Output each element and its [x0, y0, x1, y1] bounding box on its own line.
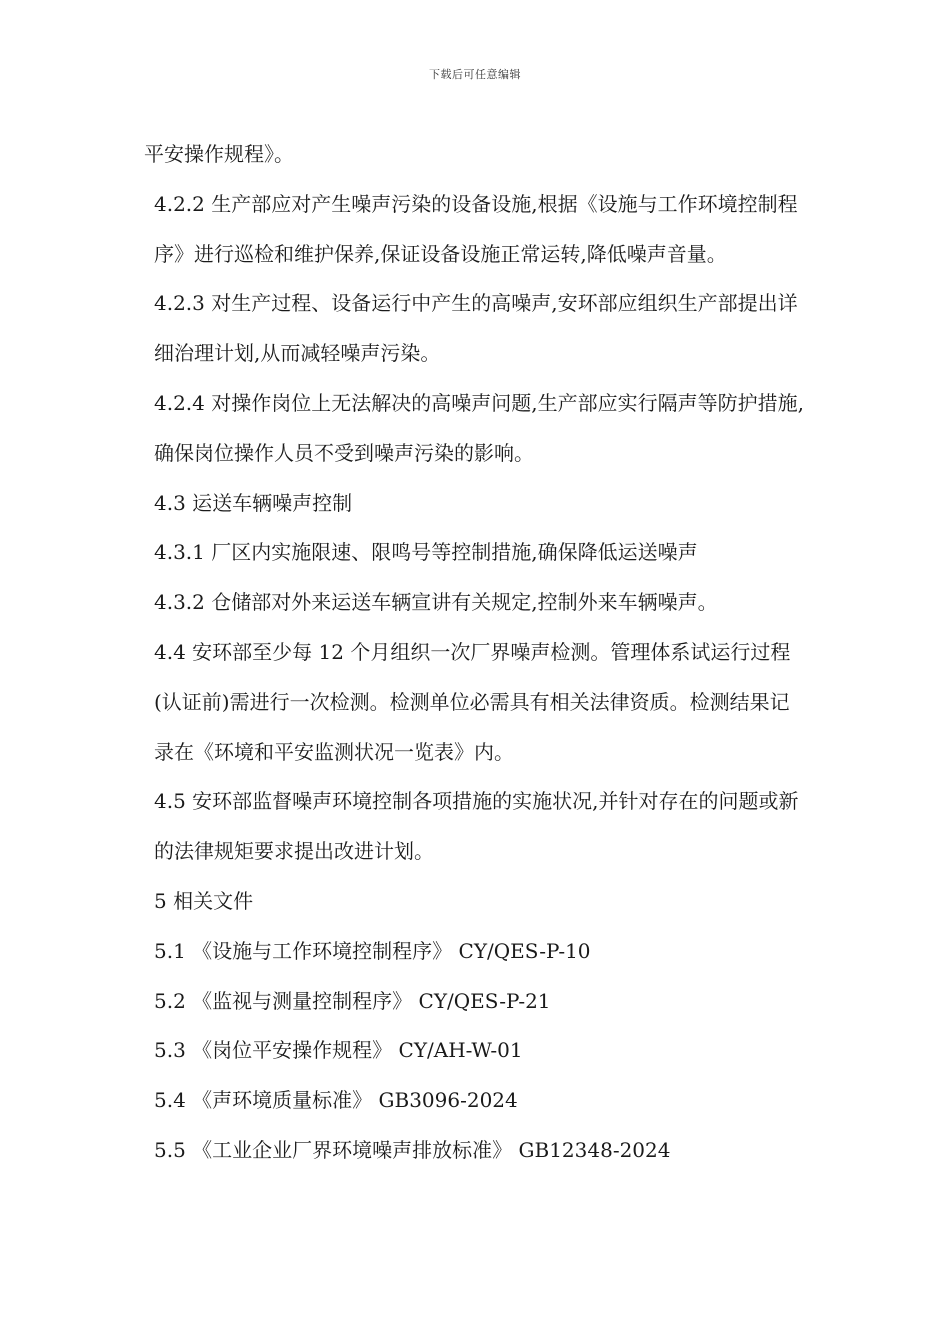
section-heading: 4.3 运送车辆噪声控制: [154, 490, 353, 515]
reference-item: 5.3 《岗位平安操作规程》 CY/AH-W-01: [154, 1038, 523, 1063]
paragraph: 4.3.1 厂区内实施限速、限鸣号等控制措施,确保降低运送噪声: [154, 540, 698, 565]
reference-item: 5.4 《声环境质量标准》 GB3096-2024: [154, 1088, 518, 1113]
paragraph: 4.2.2 生产部应对产生噪声污染的设备设施,根据《设施与工作环境控制程序》进行巡检和维护保养,保证设备设施正常运转,降低噪声音量。: [154, 191, 798, 266]
reference-item: 5.2 《监视与测量控制程序》 CY/QES-P-21: [154, 988, 551, 1013]
section-heading: 5 相关文件: [154, 888, 254, 913]
reference-item: 5.5 《工业企业厂界环境噪声排放标准》 GB12348-2024: [154, 1137, 671, 1162]
paragraph: 平安操作规程》。: [144, 142, 294, 166]
paragraph: 4.2.4 对操作岗位上无法解决的高噪声问题,生产部应实行隔声等防护措施,确保岗位操作人员不受到噪声污染的影响。: [154, 390, 804, 465]
document-body: [144, 130, 806, 1176]
paragraph: 4.5 安环部监督噪声环境控制各项措施的实施状况,并针对存在的问题或新的法律规矩要求提出改进计划。: [154, 789, 799, 864]
paragraph: 4.3.2 仓储部对外来运送车辆宣讲有关规定,控制外来车辆噪声。: [154, 590, 718, 615]
paragraph: 4.4 安环部至少每 12 个月组织一次厂界噪声检测。管理体系试运行过程(认证前)需进行一次检测。检测单位必需具有相关法律资质。检测结果记录在《环境和平安监测状况一览表》内。: [154, 639, 791, 764]
page-header: 下载后可任意编辑: [429, 68, 521, 81]
reference-item: 5.1 《设施与工作环境控制程序》 CY/QES-P-10: [154, 938, 591, 963]
paragraph: 4.2.3 对生产过程、设备运行中产生的高噪声,安环部应组织生产部提出详细治理计划,从而减轻噪声污染。: [154, 291, 798, 366]
